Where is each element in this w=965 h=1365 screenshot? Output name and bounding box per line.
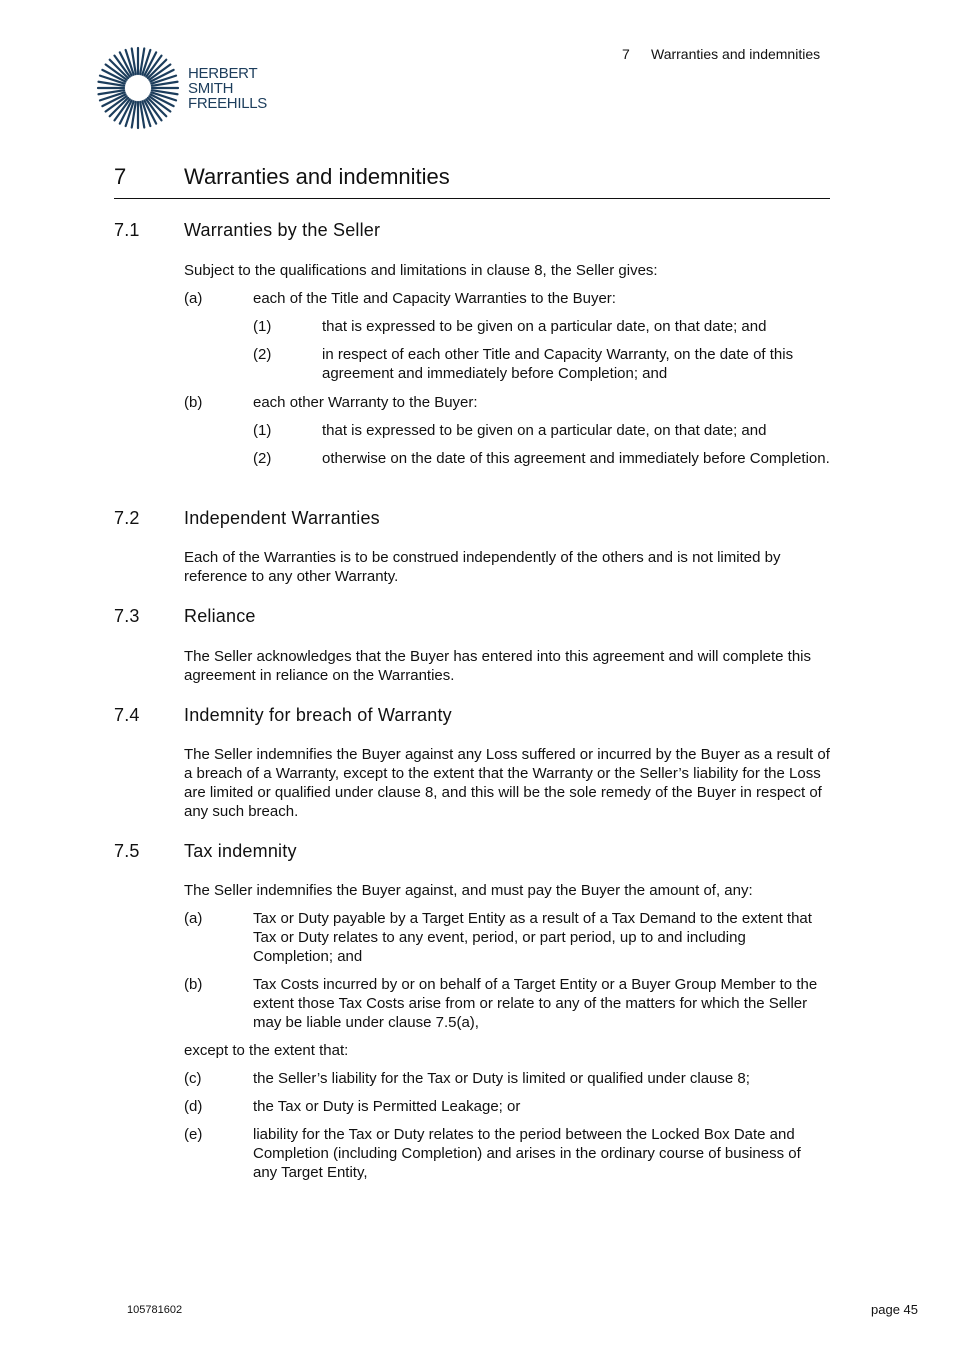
item-label: (a): [184, 290, 203, 307]
clause-title: Indemnity for breach of Warranty: [184, 705, 452, 725]
subitem-text: in respect of each other Title and Capacity Warranty, on the date of this agreement and immediately before Completion; and: [322, 346, 794, 382]
item-text: each of the Title and Capacity Warranties to the Buyer:: [253, 290, 616, 307]
subitem-text: that is expressed to be given on a particular date, on that date; and: [322, 422, 767, 439]
item-label: (b): [184, 394, 203, 411]
section-heading: [114, 164, 830, 199]
logo-line-3: FREEHILLS: [188, 95, 267, 112]
item-text: each other Warranty to the Buyer:: [253, 394, 478, 411]
firm-logo: [96, 46, 286, 136]
item-label: (c): [184, 1070, 202, 1087]
clause-7-5-intro: The Seller indemnifies the Buyer against, and must pay the Buyer the amount of, any:: [184, 882, 753, 899]
page-number: page 45: [871, 1302, 918, 1317]
clause-7-5-except: except to the extent that:: [184, 1042, 349, 1059]
clause-title: Warranties by the Seller: [184, 220, 381, 240]
running-header-title: Warranties and indemnities: [651, 46, 821, 62]
clause-title: Reliance: [184, 606, 256, 626]
item-text: the Tax or Duty is Permitted Leakage; or: [253, 1098, 521, 1115]
item-text: the Seller’s liability for the Tax or Duty is limited or qualified under clause 8;: [253, 1070, 750, 1087]
clause-number: 7.1: [114, 220, 140, 240]
clause-7-4-text: The Seller indemnifies the Buyer against any Loss suffered or incurred by the Buyer as a result of a breach of a Warranty, except to the extent that the Warranty or the Seller’s liability for the Loss are limited or qualified under clause 8, and this will be the sole remedy of the Buyer in respect of any such breach.: [184, 746, 830, 820]
item-label: (a): [184, 910, 203, 927]
logo-line-2: SMITH: [188, 80, 234, 97]
clause-7-2-text: Each of the Warranties is to be construed independently of the others and is not limited by reference to any other Warranty.: [184, 549, 781, 585]
clause-number: 7.5: [114, 841, 140, 861]
section-number: 7: [114, 164, 127, 189]
clause-7-3-text: The Seller acknowledges that the Buyer has entered into this agreement and will complete this agreement in reliance on the Warranties.: [184, 648, 812, 684]
clause-number: 7.2: [114, 508, 140, 528]
document-id: 105781602: [127, 1304, 183, 1316]
subitem-label: (2): [253, 450, 272, 467]
item-text: liability for the Tax or Duty relates to the period between the Locked Box Date and Completion (including Completion) and arises in the ordinary course of business of any Target Entity,: [253, 1126, 801, 1181]
clause-7-1-intro: Subject to the qualifications and limitations in clause 8, the Seller gives:: [184, 262, 658, 279]
clause-number: 7.3: [114, 606, 140, 626]
section-title: Warranties and indemnities: [184, 164, 450, 189]
logo-line-1: HERBERT: [188, 65, 258, 82]
running-header-number: 7: [622, 46, 630, 62]
item-label: (d): [184, 1098, 203, 1115]
subitem-text: otherwise on the date of this agreement and immediately before Completion.: [322, 450, 830, 467]
item-text: Tax Costs incurred by or on behalf of a Target Entity or a Buyer Group Member to the extent those Tax Costs arise from or relate to any of the matters for which the Seller may be liable under clause 7.5(a),: [253, 976, 818, 1031]
item-label: (e): [184, 1126, 203, 1143]
logo-wordmark: [188, 66, 267, 111]
running-header: [622, 46, 820, 62]
subitem-text: that is expressed to be given on a particular date, on that date; and: [322, 318, 767, 335]
clause-title: Independent Warranties: [184, 508, 380, 528]
subitem-label: (1): [253, 318, 272, 335]
subitem-label: (1): [253, 422, 272, 439]
clause-number: 7.4: [114, 705, 140, 725]
item-text: Tax or Duty payable by a Target Entity as a result of a Tax Demand to the extent that Tax or Duty relates to any event, period, or part period, up to and including Completion; and: [253, 910, 812, 965]
subitem-label: (2): [253, 346, 272, 363]
sunburst-logo-icon: [96, 46, 180, 130]
item-label: (b): [184, 976, 203, 993]
clause-title: Tax indemnity: [184, 841, 297, 861]
